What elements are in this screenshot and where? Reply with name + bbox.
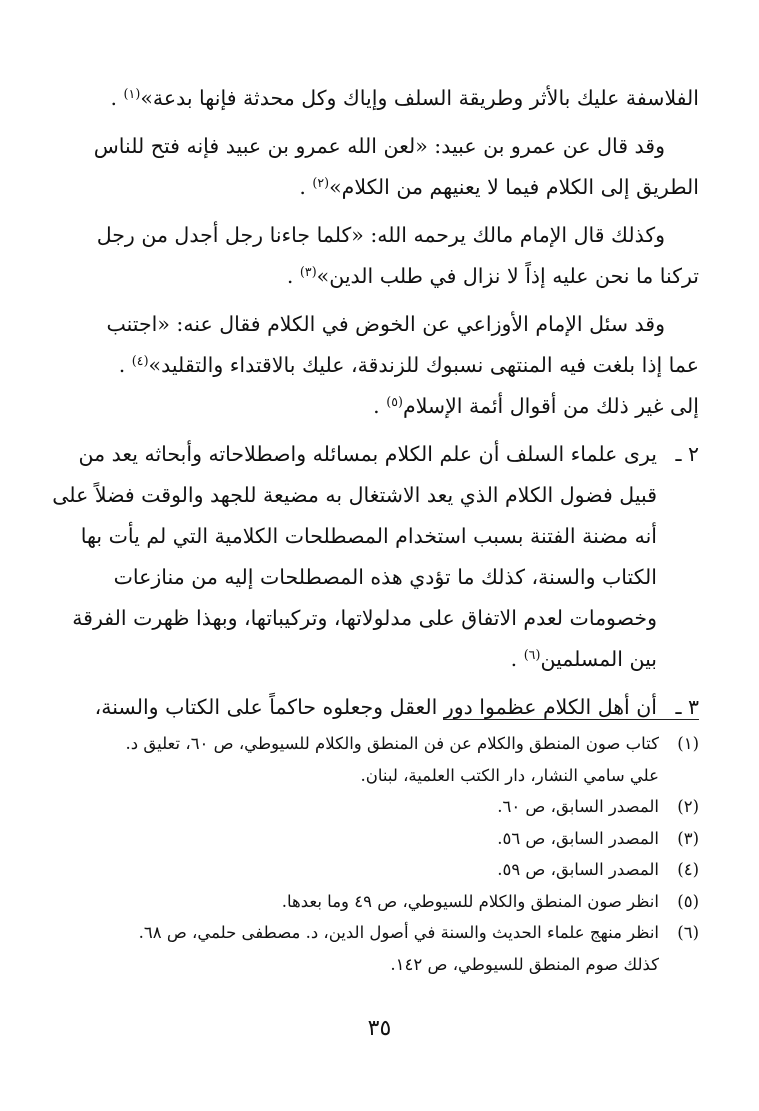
footnote-number: (٤) — [677, 860, 699, 879]
text-line: وقد قال عن عمرو بن عبيد: «لعن الله عمرو بن عبيد فإنه فتح للناس — [93, 134, 665, 158]
list-item-3 — [54, 687, 699, 728]
punctuation: . — [118, 353, 126, 377]
paragraph-3-cont — [54, 256, 699, 297]
footnote-line: انظر صون المنطق والكلام للسيوطي، ص ٤٩ وما بعدها. — [281, 891, 659, 911]
footnote-number: (٦) — [677, 923, 699, 942]
text-line: الطريق إلى الكلام فيما لا يعنيهم من الكلام» — [329, 175, 699, 199]
footnote-2 — [54, 791, 699, 823]
list-number: ٣ ـ — [675, 695, 699, 719]
text-line: وقد سئل الإمام الأوزاعي عن الخوض في الكلام فقال عنه: «اجتنب — [106, 312, 665, 336]
paragraph-4 — [54, 304, 699, 345]
footnote-1 — [54, 728, 699, 791]
footnote-line: المصدر السابق، ص ٥٦. — [497, 828, 659, 848]
text-line: تركنا ما نحن عليه إذاً لا نزال في طلب الدين» — [316, 264, 699, 288]
paragraph-1 — [54, 78, 699, 119]
footnote-line: كذلك صوم المنطق للسيوطي، ص ١٤٢. — [390, 954, 659, 974]
text-line: الكتاب والسنة، كذلك ما تؤدي هذه المصطلحات إليه من منازعات — [113, 565, 657, 589]
footnote-ref: (١) — [123, 86, 141, 102]
text-line: وكذلك قال الإمام مالك يرحمه الله: «كلما جاءنا رجل أجدل من رجل — [96, 223, 665, 247]
footnote-ref: (٢) — [312, 175, 330, 191]
punctuation: . — [286, 264, 294, 288]
footnote-3 — [54, 823, 699, 855]
text-line: بين المسلمين — [540, 647, 657, 671]
footnote-ref: (٦) — [523, 647, 541, 663]
footnote-5 — [54, 886, 699, 918]
punctuation: . — [110, 86, 118, 110]
text-line: إلى غير ذلك من أقوال أئمة الإسلام — [403, 394, 699, 418]
text-line: وخصومات لعدم الاتفاق على مدلولاتها، وتركيباتها، وبهذا ظهرت الفرقة — [72, 606, 657, 630]
text-line: أنه مضنة الفتنة بسبب استخدام المصطلحات الكلامية التي لم يأت بها — [80, 524, 657, 548]
text-line: يرى علماء السلف أن علم الكلام بمسائله واصطلاحاته وأبحاثه يعد من — [78, 442, 657, 466]
list-item-2 — [54, 434, 699, 680]
punctuation: . — [373, 394, 380, 418]
footnote-4 — [54, 854, 699, 886]
footnote-number: (٢) — [677, 797, 699, 816]
footnote-number: (٣) — [677, 828, 699, 848]
paragraph-2-cont — [54, 167, 699, 208]
page-number: ٣٥ — [367, 1016, 392, 1041]
footnote-divider — [443, 719, 699, 720]
main-text — [54, 78, 699, 735]
footnote-ref: (٣) — [299, 264, 317, 280]
footnote-number: (١) — [677, 734, 699, 753]
paragraph-2 — [54, 126, 699, 167]
footnote-line: كتاب صون المنطق والكلام عن فن المنطق والكلام للسيوطي، ص ٦٠، تعليق د. — [125, 734, 659, 753]
footnote-ref: (٤) — [131, 353, 149, 369]
paragraph-4-cont — [54, 345, 699, 427]
footnote-line: علي سامي النشار، دار الكتب العلمية، لبنان. — [360, 765, 659, 785]
footnote-ref: (٥) — [386, 394, 403, 410]
text-line: الفلاسفة عليك بالأثر وطريقة السلف وإياك وكل محدثة فإنها بدعة» — [140, 86, 699, 110]
footnotes — [54, 728, 699, 980]
footnote-line: انظر منهج علماء الحديث والسنة في أصول الدين، د. مصطفى حلمي، ص ٦٨. — [138, 923, 659, 942]
text-line: قبيل فضول الكلام الذي يعد الاشتغال به مضيعة للجهد والوقت فضلاً على — [52, 483, 657, 507]
footnote-line: المصدر السابق، ص ٥٩. — [497, 860, 659, 879]
footnote-number: (٥) — [677, 891, 699, 911]
text-line: عما إذا بلغت فيه المنتهى نسبوك للزندقة، عليك بالاقتداء والتقليد» — [148, 353, 699, 377]
footnote-line: المصدر السابق، ص ٦٠. — [497, 797, 659, 816]
text-line: أن أهل الكلام عظموا دور العقل وجعلوه حاكماً على الكتاب والسنة، — [94, 695, 657, 719]
punctuation: . — [510, 647, 518, 671]
punctuation: . — [299, 175, 306, 199]
footnote-6 — [54, 917, 699, 980]
paragraph-3 — [54, 215, 699, 256]
list-number: ٢ ـ — [675, 442, 699, 466]
